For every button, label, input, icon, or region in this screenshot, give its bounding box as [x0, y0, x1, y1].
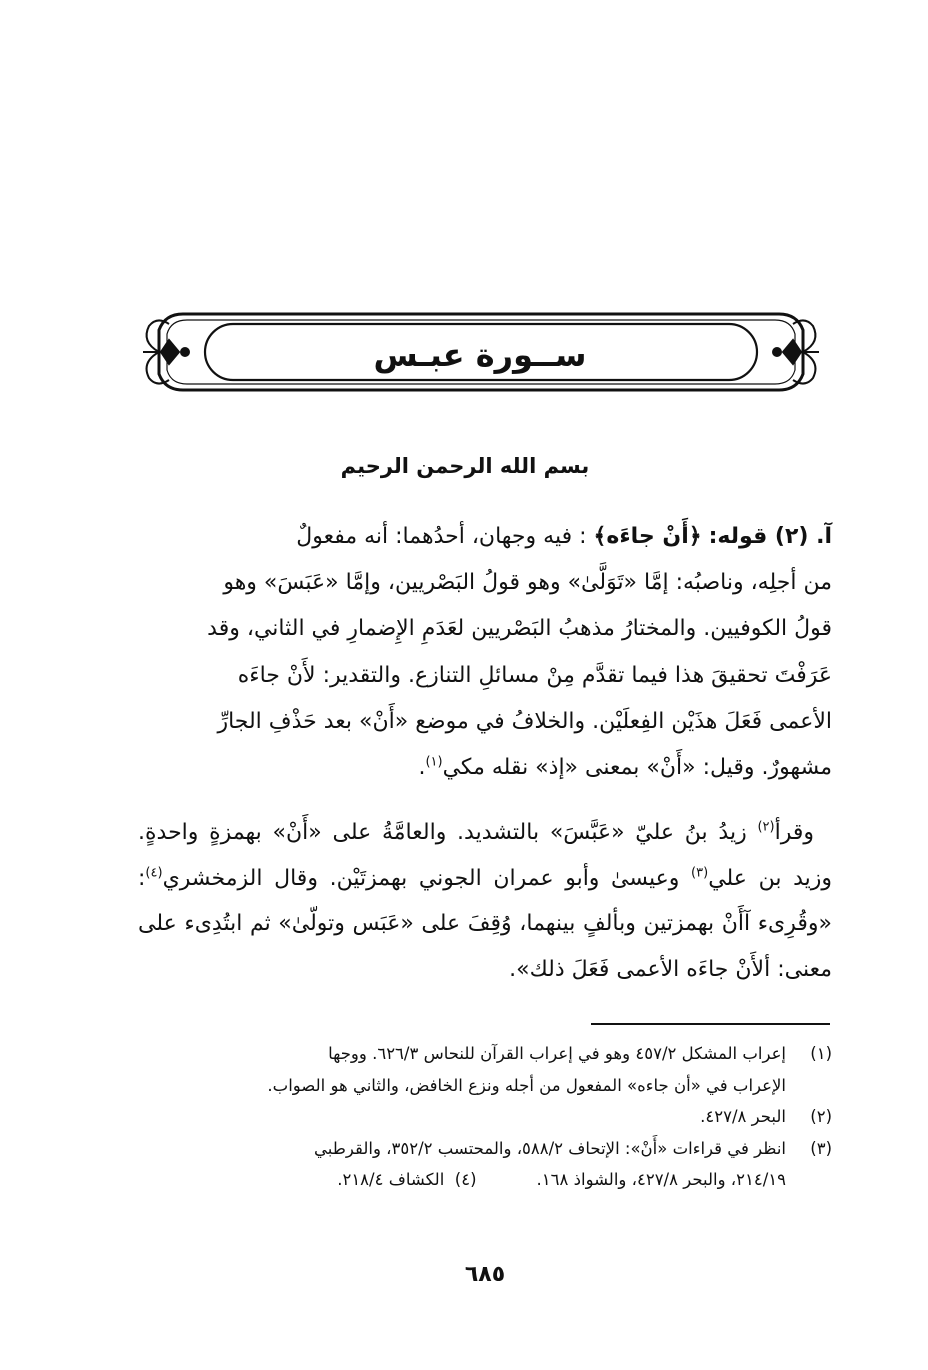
footnote-number: (١) [810, 1044, 832, 1063]
footnote-1 [138, 1038, 832, 1070]
footnotes [138, 1038, 832, 1196]
footnote-1-continued: الإعراب في «أن جاءه» المفعول من أجله ونزع الخافض، والثاني هو الصواب. [267, 1075, 786, 1095]
footnote-ref[interactable]: (٤) [145, 865, 163, 881]
footnote-text: الكشاف ٢١٨/٤. [337, 1170, 445, 1189]
verse-marker: آ. (٢) قوله: [708, 524, 832, 549]
footnote-ref[interactable]: (٣) [691, 865, 709, 881]
page-number: ٦٨٥ [464, 1262, 506, 1287]
paragraph-1-line-4: عَرَفْتَ تحقيقَ هذا فيما تقدَّم مِنْ مسائلِ التنازع. والتقدير: لأَنْ جاءَه [237, 662, 832, 688]
footnote-ref[interactable]: (١) [425, 754, 443, 770]
footnote-number: (٢) [810, 1107, 832, 1126]
paragraph-1-line-2: من أجلِه، وناصبُه: إمَّا «تَوَلَّىٰ» وهو قولُ البَصْريين، وإمَّا «عَبَسَ» وهو [223, 570, 832, 596]
footnote-3 [138, 1133, 832, 1165]
line-end: . [418, 755, 426, 781]
text-segment: وقرأ [774, 820, 814, 845]
footnote-ref[interactable]: (٢) [757, 819, 775, 835]
paragraph-1 [138, 514, 832, 791]
footnote-divider [591, 1023, 830, 1025]
text-segment: وعيسىٰ وأبو عمران الجوني بهمزتَيْن. وقال الزمخشري [162, 865, 692, 891]
verse-quote: ﴿أَنْ جاءَه﴾ [593, 524, 702, 549]
footnote-text: ٢١٤/١٩، والبحر ٤٢٧/٨، والشواذ ١٦٨. [536, 1170, 786, 1189]
paragraph-2-text [138, 810, 832, 992]
basmala: بسم الله الرحمن الرحيم [340, 454, 590, 478]
line-text: : فيه وجهان، أحدُهما: أنه مفعولٌ [296, 524, 587, 549]
line-text: مشهورٌ. وقيل: «أَنْ» بمعنى «إذ» نقله مكي [442, 755, 832, 781]
footnote-number: (٤) [454, 1170, 477, 1189]
paragraph-1-line-1 [138, 514, 832, 560]
paragraph-2 [138, 810, 832, 992]
footnote-text: إعراب المشكل ٤٥٧/٢ وهو في إعراب القرآن للنحاس ٦٢٦/٣. ووجها [328, 1044, 786, 1063]
paragraph-1-line-5: الأعمى فَعَلَ هذَيْن الفِعلَيْن. والخلافُ في موضع «أَنْ» بعد حَذْفِ الجارِّ [217, 708, 832, 734]
footnote-text: انظر في قراءات «أَنْ»: الإتحاف ٥٨٨/٢، والمحتسب ٣٥٢/٢، والقرطبي [314, 1138, 786, 1158]
text-segment: : «وقُرِىء آأَنْ بهمزتين وبألفٍ بينهما، وُقِفَ على «عَبَس وتولّىٰ» ثم ابتُدِىء على معنى: ألأَنْ جاءَه الأعمى فَعَلَ ذلك». [138, 865, 832, 982]
footnote-2 [138, 1101, 832, 1133]
paragraph-1-line-3: قولُ الكوفيين. والمختارُ مذهبُ البَصْريين لعَدَمِ الإِضمارِ في الثاني، وقد [207, 616, 832, 642]
text-segment: زيدُ بنُ عليّ «عَبَّسَ» بالتشديد. والعامَّةُ على «أَنْ» بهمزةٍ واحدةٍ. وزيد بن علي [138, 820, 832, 891]
paragraph-1-line-6 [138, 745, 832, 791]
footnote-text: البحر ٤٢٧/٨. [700, 1107, 786, 1126]
footnote-number: (٣) [810, 1138, 832, 1158]
footnote-3-continued [138, 1164, 832, 1196]
surah-title: ســورة عبـس [373, 336, 587, 374]
